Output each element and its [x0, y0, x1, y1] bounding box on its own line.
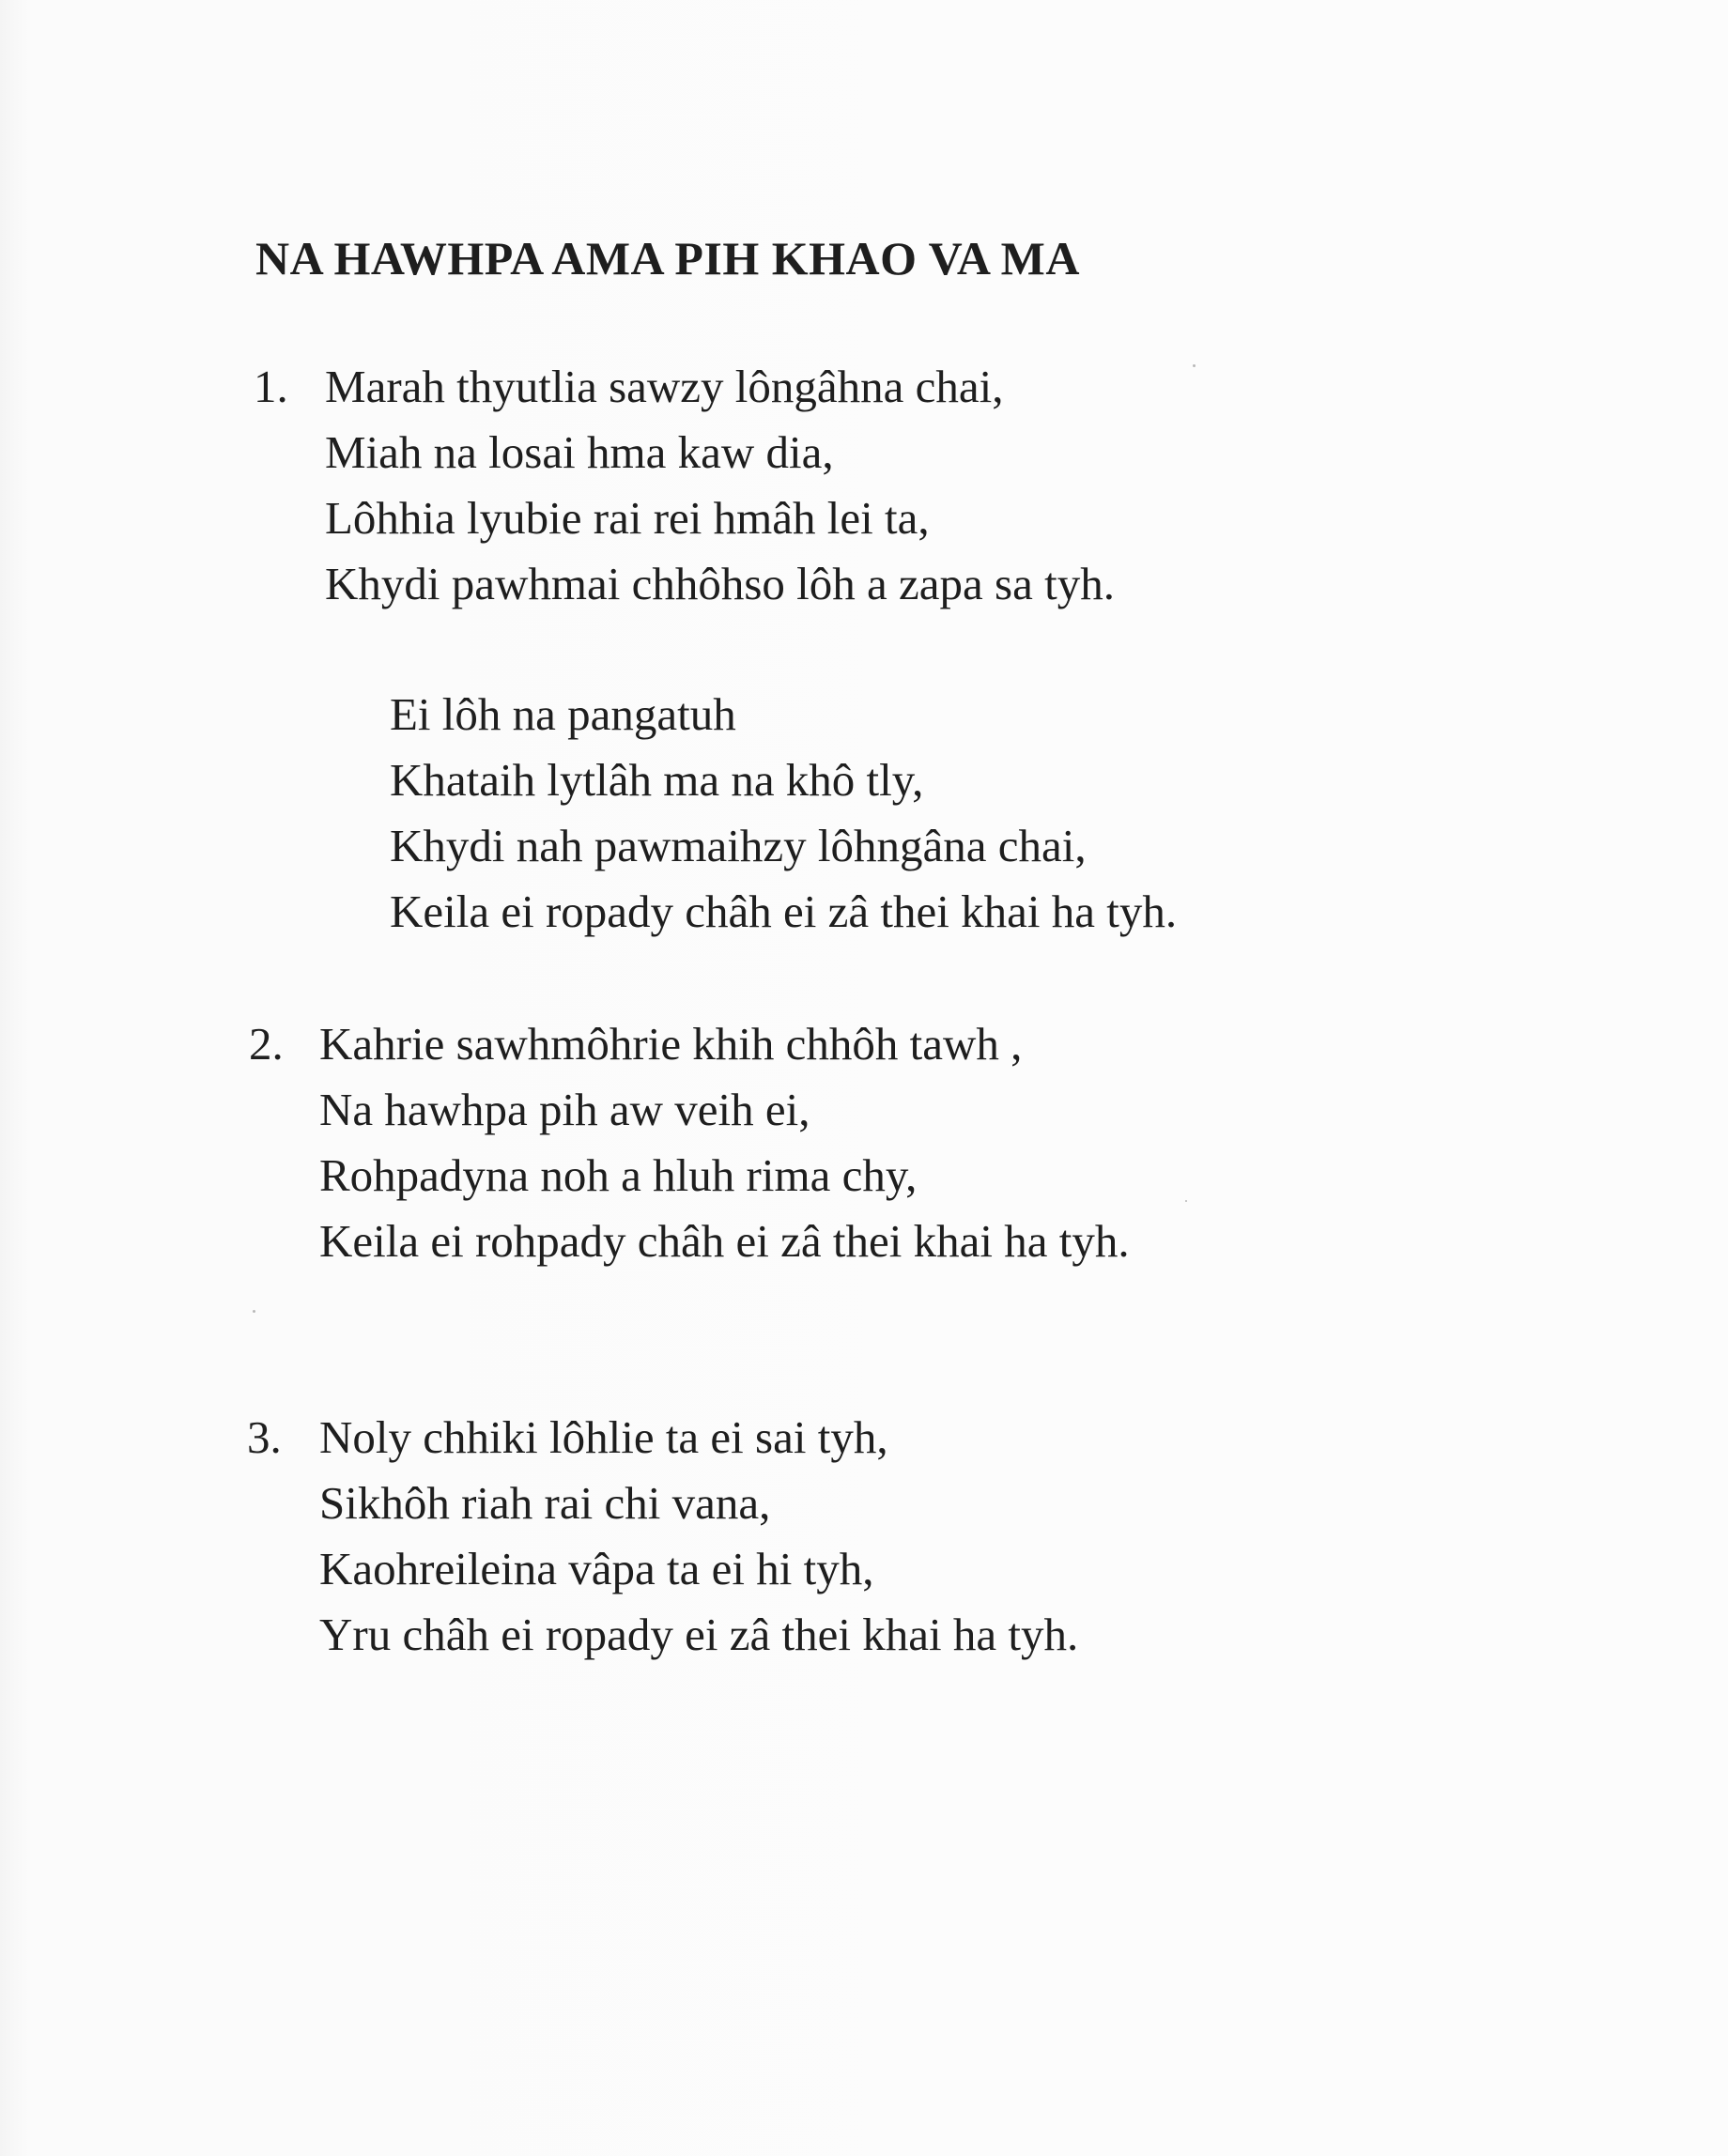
chorus-line: Ei lôh na pangatuh — [390, 688, 736, 740]
paper-speck — [253, 1310, 255, 1313]
verse-line: Khydi pawhmai chhôhso lôh a zapa sa tyh. — [325, 558, 1115, 609]
chorus — [390, 682, 1177, 945]
verse-number: 3. — [247, 1411, 282, 1463]
verse-number: 1. — [254, 361, 288, 412]
verse-line: Lôhhia lyubie rai rei hmâh lei ta, — [325, 492, 930, 544]
chorus-line: Khydi nah pawmaihzy lôhngâna chai, — [390, 820, 1087, 871]
paper-speck — [1185, 1200, 1187, 1202]
chorus-line: Khataih lytlâh ma na khô tly, — [390, 754, 924, 806]
song-title: NA HAWHPA AMA PIH KHAO VA MA — [255, 232, 1080, 285]
verse-line: Miah na losai hma kaw dia, — [325, 426, 834, 478]
verse-1 — [254, 354, 1115, 617]
verse-line: Kahrie sawhmôhrie khih chhôh tawh , — [319, 1018, 1023, 1070]
paper-speck — [1193, 364, 1196, 367]
verse-line: Na hawhpa pih aw veih ei, — [319, 1084, 810, 1135]
verse-line: Yru châh ei ropady ei zâ thei khai ha tyh. — [319, 1609, 1079, 1660]
verse-line: Marah thyutlia sawzy lôngâhna chai, — [325, 361, 1004, 412]
verse-line: Noly chhiki lôhlie ta ei sai tyh, — [319, 1411, 888, 1463]
verse-line: Rohpadyna noh a hluh rima chy, — [319, 1149, 918, 1201]
verse-number: 2. — [249, 1018, 284, 1070]
verse-3 — [247, 1405, 1078, 1668]
verse-line: Sikhôh riah rai chi vana, — [319, 1477, 771, 1529]
verse-2 — [249, 1011, 1130, 1274]
chorus-line: Keila ei ropady châh ei zâ thei khai ha tyh. — [390, 886, 1178, 937]
verse-line: Kaohreileina vâpa ta ei hi tyh, — [319, 1543, 874, 1594]
verse-line: Keila ei rohpady châh ei zâ thei khai ha tyh. — [319, 1215, 1130, 1267]
